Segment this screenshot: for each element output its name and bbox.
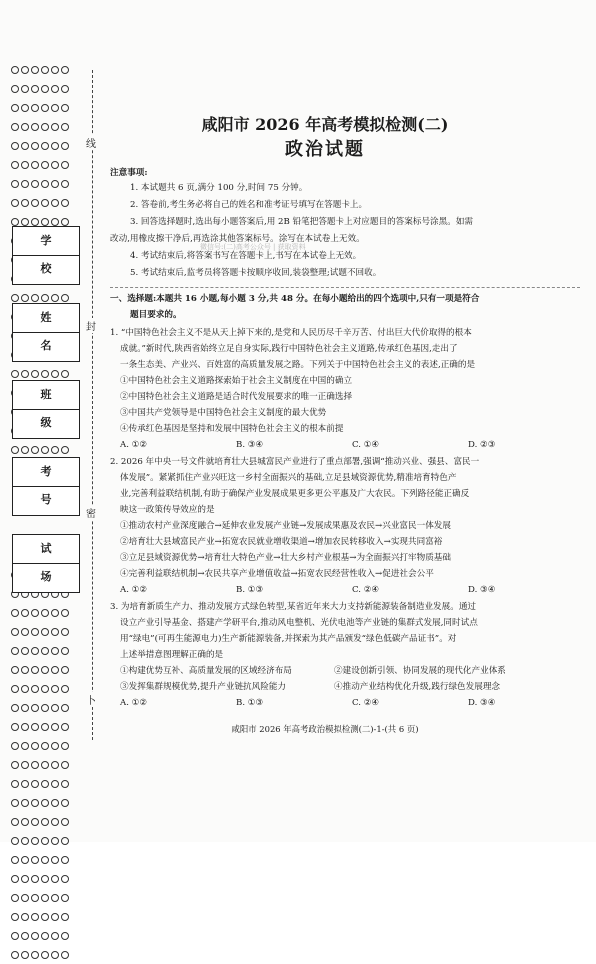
note-2: 2. 答卷前,考生务必将自己的姓名和准考证号填写在答题卡上。 <box>130 200 368 210</box>
perforation-dot <box>51 780 59 788</box>
exam-room-field[interactable] <box>12 534 83 593</box>
perforation-dot <box>11 742 19 750</box>
perforation-dot <box>31 666 39 674</box>
perforation-dot <box>61 856 69 864</box>
perforation-dot <box>11 856 19 864</box>
perforation-dot <box>41 913 49 921</box>
perforation-dot <box>11 704 19 712</box>
perforation-dot <box>11 780 19 788</box>
perforation-dot <box>51 723 59 731</box>
seal-char-seal: 封 <box>86 318 96 333</box>
perforation-dot <box>11 370 19 378</box>
q3-option-d[interactable]: D. ③④ <box>468 698 496 708</box>
watermark: 微信号:(二)高考公众号 | 获取资料 <box>200 243 306 251</box>
perforation-dot <box>51 294 59 302</box>
perforation-dot <box>41 628 49 636</box>
perforation-dot <box>31 180 39 188</box>
perforation-dot <box>51 161 59 169</box>
perforation-dot <box>61 180 69 188</box>
perforation-dot <box>51 932 59 940</box>
perforation-dot <box>41 932 49 940</box>
q1-item-2: ②中国特色社会主义道路是适合时代发展要求的唯一正确选择 <box>120 392 353 402</box>
perforation-dot <box>21 370 29 378</box>
perforation-dot <box>11 218 19 226</box>
perforation-dot <box>41 180 49 188</box>
q3-item-3: ③发挥集群规模优势,提升产业链抗风险能力 <box>120 682 287 692</box>
perforation-dot <box>31 161 39 169</box>
perforation-dot <box>41 218 49 226</box>
perforation-dot <box>61 370 69 378</box>
perforation-dot <box>21 894 29 902</box>
q3-item-4: ④推动产业结构优化升级,践行绿色发展理念 <box>334 682 501 692</box>
perforation-dot <box>31 142 39 150</box>
perforation-dot <box>21 123 29 131</box>
perforation-dot <box>31 685 39 693</box>
perforation-dot <box>31 704 39 712</box>
perforation-dot <box>41 647 49 655</box>
perforation-dot <box>11 951 19 959</box>
perforation-dot <box>11 799 19 807</box>
perforation-dot <box>51 370 59 378</box>
q1-line-1: 1. “中国特色社会主义不是从天上掉下来的,是党和人民历尽千辛万苦、付出巨大代价取得的根本 <box>110 328 472 338</box>
perforation-dot <box>21 875 29 883</box>
perforation-dot <box>51 818 59 826</box>
perforation-dot <box>21 685 29 693</box>
perforation-dot <box>21 799 29 807</box>
perforation-dot <box>61 123 69 131</box>
perforation-dot <box>51 66 59 74</box>
perforation-dot <box>51 837 59 845</box>
perforation-dot <box>51 704 59 712</box>
perforation-dot <box>51 104 59 112</box>
notes-title: 注意事项: <box>110 168 148 178</box>
perforation-dot <box>21 932 29 940</box>
perforation-dot <box>21 913 29 921</box>
perforation-dot <box>41 685 49 693</box>
perforation-dot <box>21 723 29 731</box>
q1-option-a[interactable]: A. ①② <box>120 440 148 450</box>
perforation-dot <box>61 818 69 826</box>
q2-line-2: 体发展”。紧紧抓住产业兴旺这一乡村全面振兴的基础,立足县域资源优势,精准培育特色产 <box>120 473 457 483</box>
perforation-dot <box>61 761 69 769</box>
perforation-dot <box>61 142 69 150</box>
perforation-dot <box>61 628 69 636</box>
perforation-dot <box>31 799 39 807</box>
class-label: 班 级 <box>13 381 79 410</box>
perforation-dot <box>51 123 59 131</box>
perforation-dot <box>11 142 19 150</box>
q2-line-1: 2. 2026 年中央一号文件就培育壮大县城富民产业进行了重点部署,强调“推动兴业、强县、富民一 <box>110 457 480 467</box>
perforation-dot <box>31 199 39 207</box>
section-divider <box>110 287 580 288</box>
perforation-dot <box>61 913 69 921</box>
name-field[interactable] <box>12 303 83 362</box>
perforation-dot <box>31 294 39 302</box>
perforation-dot <box>41 609 49 617</box>
q2-option-c[interactable]: C. ②④ <box>352 585 380 595</box>
perforation-dot <box>51 628 59 636</box>
q3-option-b[interactable]: B. ①③ <box>236 698 264 708</box>
q3-line-4: 上述举措意图理解正确的是 <box>120 650 224 660</box>
perforation-dot <box>51 666 59 674</box>
school-field[interactable] <box>12 226 83 285</box>
class-field[interactable] <box>12 380 83 439</box>
perforation-dot <box>31 761 39 769</box>
perforation-dot <box>31 218 39 226</box>
perforation-dot <box>21 294 29 302</box>
perforation-dot <box>31 837 39 845</box>
perforation-dot <box>11 837 19 845</box>
perforation-dot <box>21 180 29 188</box>
perforation-dot <box>51 894 59 902</box>
q2-item-3: ③立足县域资源优势→培育壮大特色产业→壮大乡村产业根基→为全面振兴打牢物质基础 <box>120 553 451 563</box>
perforation-dot <box>51 875 59 883</box>
name-label: 姓 名 <box>13 304 79 333</box>
perforation-dot <box>21 856 29 864</box>
perforation-dot <box>21 85 29 93</box>
perforation-dot <box>41 704 49 712</box>
perforation-dot <box>31 647 39 655</box>
perforation-dot <box>31 85 39 93</box>
perforation-dot <box>61 104 69 112</box>
perforation-dot <box>11 199 19 207</box>
perforation-dot <box>31 628 39 636</box>
perforation-dot <box>21 742 29 750</box>
q1-line-3: 一条生态美、产业兴、百姓富的高质量发展之路。下列关于中国特色社会主义的表述,正确的是 <box>120 360 476 370</box>
perforation-dot <box>41 104 49 112</box>
perforation-dot <box>41 761 49 769</box>
exam-title: 咸阳市 2026 年高考模拟检测(二) <box>201 115 449 134</box>
perforation-dot <box>41 780 49 788</box>
perforation-dot <box>61 294 69 302</box>
perforation-dot <box>41 85 49 93</box>
perforation-dot <box>31 742 39 750</box>
perforation-dot <box>31 123 39 131</box>
section-heading-cont: 题目要求的。 <box>130 310 182 320</box>
q2-item-1: ①推动农村产业深度融合→延伸农业发展产业链→发展成果惠及农民→兴业富民一体发展 <box>120 521 451 531</box>
perforation-dot <box>61 951 69 959</box>
perforation-dot <box>41 875 49 883</box>
perforation-dot <box>31 370 39 378</box>
q1-option-b[interactable]: B. ③④ <box>236 440 264 450</box>
perforation-dot <box>61 218 69 226</box>
perforation-dot <box>11 761 19 769</box>
perforation-dot <box>21 666 29 674</box>
perforation-dot <box>41 161 49 169</box>
perforation-dot <box>51 647 59 655</box>
perforation-dot <box>41 294 49 302</box>
perforation-dots-bottom <box>10 565 74 964</box>
perforation-dot <box>31 818 39 826</box>
q1-item-4: ④传承红色基因是坚持和发展中国特色社会主义的根本前提 <box>120 424 344 434</box>
perforation-dot <box>41 894 49 902</box>
perforation-dot <box>21 446 29 454</box>
q2-line-3: 业,完善利益联结机制,有助于确保产业发展成果更多更公平惠及广大农民。下列路径能正确反 <box>120 489 470 499</box>
perforation-dot <box>51 913 59 921</box>
perforation-dot <box>31 723 39 731</box>
perforation-dot <box>21 761 29 769</box>
q1-option-d[interactable]: D. ②③ <box>468 440 496 450</box>
perforation-dot <box>11 123 19 131</box>
perforation-dot <box>11 666 19 674</box>
section-heading: 一、选择题:本题共 16 小题,每小题 3 分,共 48 分。在每小题给出的四个选项中,只有一项是符合 <box>110 294 480 304</box>
perforation-dot <box>41 446 49 454</box>
perforation-dot <box>11 875 19 883</box>
perforation-dot <box>41 723 49 731</box>
perforation-dot <box>61 837 69 845</box>
perforation-dot <box>51 218 59 226</box>
perforation-dot <box>51 180 59 188</box>
perforation-dot <box>61 685 69 693</box>
perforation-dot <box>11 932 19 940</box>
perforation-dot <box>41 799 49 807</box>
q2-option-d[interactable]: D. ③④ <box>468 585 496 595</box>
perforation-dot <box>11 161 19 169</box>
exam-number-label: 考 号 <box>13 458 79 487</box>
exam-number-field[interactable] <box>12 457 83 516</box>
perforation-dot <box>61 723 69 731</box>
perforation-dot <box>11 294 19 302</box>
q3-line-1: 3. 为培育新质生产力、推动发展方式绿色转型,某省近年来大力支持新能源装备制造业发展。通过 <box>110 602 477 612</box>
perforation-dot <box>31 780 39 788</box>
perforation-dot <box>41 370 49 378</box>
perforation-dot <box>51 951 59 959</box>
q1-item-3: ③中国共产党领导是中国特色社会主义制度的最大优势 <box>120 408 327 418</box>
perforation-dot <box>61 66 69 74</box>
perforation-dot <box>21 66 29 74</box>
seal-char-close: 密 <box>86 505 96 520</box>
note-3: 3. 回答选择题时,选出每小题答案后,用 2B 铅笔把答题卡上对应题目的答案标号涂黑。如需 <box>130 217 474 227</box>
perforation-dot <box>31 104 39 112</box>
perforation-dot <box>61 894 69 902</box>
perforation-dot <box>51 142 59 150</box>
perforation-dot <box>11 894 19 902</box>
perforation-dot <box>11 180 19 188</box>
perforation-dot <box>21 704 29 712</box>
perforation-dot <box>61 609 69 617</box>
perforation-dot <box>31 856 39 864</box>
perforation-dot <box>11 647 19 655</box>
perforation-dot <box>21 104 29 112</box>
perforation-dot <box>41 199 49 207</box>
q2-option-b[interactable]: B. ①③ <box>236 585 264 595</box>
q1-option-c[interactable]: C. ①④ <box>352 440 380 450</box>
seal-char-line: 线 <box>86 135 96 150</box>
perforation-dot <box>51 85 59 93</box>
perforation-dot <box>21 780 29 788</box>
perforation-dot <box>61 704 69 712</box>
note-5: 5. 考试结束后,监考员将答题卡按顺序收回,装袋整理;试题不回收。 <box>130 268 382 278</box>
perforation-dot <box>41 66 49 74</box>
perforation-dot <box>41 818 49 826</box>
perforation-dot <box>31 932 39 940</box>
perforation-dot <box>51 199 59 207</box>
note-3-cont: 改动,用橡皮擦干净后,再选涂其他答案标号。涂写在本试卷上无效。 <box>110 234 365 244</box>
perforation-dot <box>11 913 19 921</box>
perforation-dot <box>51 685 59 693</box>
perforation-dot <box>21 609 29 617</box>
perforation-dot <box>21 647 29 655</box>
perforation-dot <box>41 837 49 845</box>
perforation-dot <box>11 104 19 112</box>
perforation-dot <box>21 142 29 150</box>
seal-char-bottom: 卜 <box>86 692 96 707</box>
perforation-dot <box>51 742 59 750</box>
note-1: 1. 本试题共 6 页,满分 100 分,时间 75 分钟。 <box>130 183 308 193</box>
perforation-dot <box>61 666 69 674</box>
perforation-dot <box>11 66 19 74</box>
page-footer: 咸阳市 2026 年高考政治模拟检测(二)-1-(共 6 页) <box>231 724 419 734</box>
q2-line-4: 映这一政策传导效应的是 <box>120 505 215 515</box>
perforation-dot <box>61 85 69 93</box>
perforation-dot <box>31 66 39 74</box>
perforation-dot <box>61 932 69 940</box>
perforation-dot <box>41 142 49 150</box>
q3-option-a[interactable]: A. ①② <box>120 698 148 708</box>
perforation-dot <box>41 666 49 674</box>
perforation-dot <box>51 799 59 807</box>
perforation-dot <box>61 780 69 788</box>
perforation-dot <box>31 951 39 959</box>
perforation-dot <box>11 818 19 826</box>
note-4: 4. 考试结束后,将答案书写在答题卡上,书写在本试卷上无效。 <box>130 251 362 261</box>
q3-item-1: ①构建优势互补、高质量发展的区域经济布局 <box>120 666 292 676</box>
perforation-dot <box>31 875 39 883</box>
perforation-dot <box>51 761 59 769</box>
binding-strip <box>4 60 86 750</box>
perforation-dot <box>21 628 29 636</box>
perforation-dot <box>21 818 29 826</box>
subject-title: 政治试题 <box>285 139 365 160</box>
q1-line-2: 成就。”新时代,陕西省始终立足自身实际,践行中国特色社会主义道路,传承红色基因,走出了 <box>120 344 458 354</box>
perforation-dot <box>61 161 69 169</box>
perforation-dot <box>31 894 39 902</box>
perforation-dot <box>11 85 19 93</box>
seal-line <box>92 70 93 740</box>
perforation-dot <box>31 446 39 454</box>
perforation-dot <box>21 837 29 845</box>
perforation-dot <box>11 628 19 636</box>
perforation-dot <box>11 685 19 693</box>
perforation-dot <box>61 799 69 807</box>
perforation-dot <box>61 647 69 655</box>
q2-item-4: ④完善利益联结机制→农民共享产业增值收益→拓宽农民经营性收入→促进社会公平 <box>120 569 434 579</box>
perforation-dot <box>31 609 39 617</box>
q3-line-2: 设立产业引导基金、搭建产学研平台,推动风电整机、光伏电池等产业链的集群式发展,同时试点 <box>120 618 478 628</box>
perforation-dot <box>51 609 59 617</box>
perforation-dot <box>21 161 29 169</box>
perforation-dot <box>41 856 49 864</box>
perforation-dot <box>41 123 49 131</box>
perforation-dot <box>61 875 69 883</box>
perforation-dot <box>21 199 29 207</box>
perforation-dot <box>21 218 29 226</box>
q3-line-3: 用“绿电”(可再生能源电力)生产新能源装备,并探索为其产品颁发“绿色低碳产品证书”。对 <box>120 634 457 644</box>
perforation-dot <box>11 446 19 454</box>
perforation-dot <box>61 199 69 207</box>
perforation-dot <box>41 951 49 959</box>
perforation-dot <box>61 446 69 454</box>
perforation-dot <box>11 723 19 731</box>
perforation-dot <box>41 742 49 750</box>
q2-item-2: ②培育壮大县域富民产业→拓宽农民就业增收渠道→增加农民转移收入→实现共同富裕 <box>120 537 443 547</box>
perforation-dot <box>51 856 59 864</box>
perforation-dot <box>11 609 19 617</box>
q3-option-c[interactable]: C. ②④ <box>352 698 380 708</box>
school-label: 学 校 <box>13 227 79 256</box>
perforation-dot <box>51 446 59 454</box>
perforation-dot <box>21 951 29 959</box>
exam-room-label: 试 场 <box>13 535 79 564</box>
perforation-dot <box>31 913 39 921</box>
q3-item-2: ②建设创新引领、协同发展的现代化产业体系 <box>334 666 506 676</box>
perforation-dot <box>61 742 69 750</box>
q2-option-a[interactable]: A. ①② <box>120 585 148 595</box>
q1-item-1: ①中国特色社会主义道路探索始于社会主义制度在中国的确立 <box>120 376 353 386</box>
